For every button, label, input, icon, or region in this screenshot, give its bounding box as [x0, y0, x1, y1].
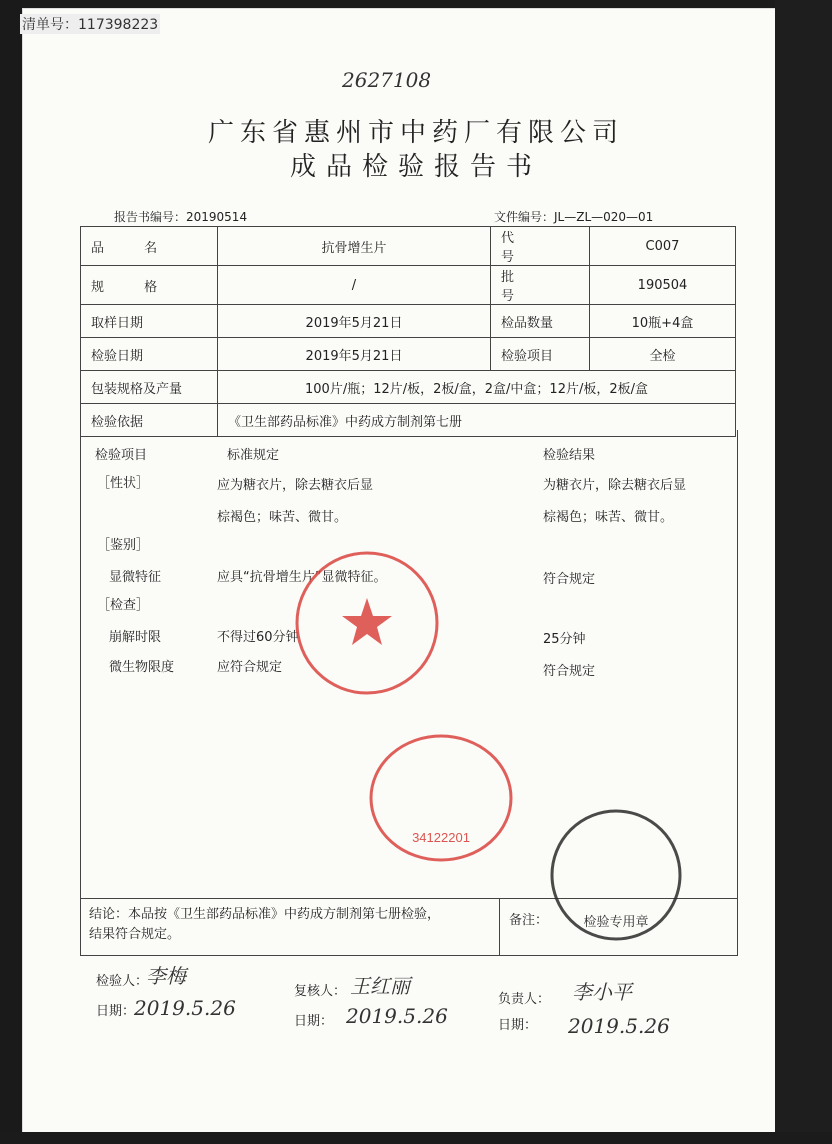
header-test-item: 检验项目	[95, 448, 148, 463]
identification-standard: 应具“抗骨增生片”显微特征。	[217, 570, 387, 585]
handwritten-number: 2627108	[342, 68, 432, 92]
inspector-label: 检验人：	[96, 974, 149, 989]
list-number: 清单号：117398223	[20, 14, 160, 34]
sample-date-value: 2019年5月21日	[218, 305, 491, 338]
inspector-signature: 李梅	[146, 964, 186, 988]
document-title: 成品检验报告书	[289, 152, 542, 182]
properties-standard-line2: 棕褐色；味苦、微甘。	[217, 510, 348, 525]
divider	[499, 899, 500, 955]
pack-value: 100片/瓶；12片/板，2板/盒，2盒/中盒；12片/板，2板/盒	[218, 371, 736, 404]
code-label: 代 号	[491, 227, 590, 266]
product-value: 抗骨增生片	[218, 227, 491, 266]
sample-date-label: 取样日期	[81, 305, 218, 338]
properties-result-line2: 棕褐色；味苦、微甘。	[543, 510, 674, 525]
conclusion-line2: 结果符合规定。	[89, 927, 181, 942]
pack-label: 包装规格及产量	[81, 371, 218, 404]
batch-label: 批 号	[491, 266, 590, 305]
reviewer-date-label: 日期：	[294, 1014, 334, 1029]
reviewer-label: 复核人：	[294, 984, 347, 999]
manager-label: 负责人：	[498, 992, 551, 1007]
table-row	[81, 227, 736, 266]
disintegration-standard: 不得过60分钟	[217, 630, 299, 645]
properties-result-line1: 为糖衣片，除去糖衣后显	[543, 478, 687, 493]
basis-label: 检验依据	[81, 404, 218, 437]
properties-standard-line1: 应为糖衣片，除去糖衣后显	[217, 478, 374, 493]
section-check: ［检查］	[97, 598, 150, 613]
section-properties: ［性状］	[97, 476, 150, 491]
qty-label: 检品数量	[491, 305, 590, 338]
microbial-item: 微生物限度	[109, 660, 175, 675]
item-label: 检验项目	[491, 338, 590, 371]
microbial-result: 符合规定	[543, 664, 596, 679]
test-date-value: 2019年5月21日	[218, 338, 491, 371]
company-title: 广东省惠州市中药厂有限公司	[207, 118, 624, 148]
batch-value: 190504	[590, 266, 736, 305]
spec-value: /	[218, 266, 491, 305]
identification-result: 符合规定	[543, 572, 596, 587]
remark-label: 备注：	[509, 913, 549, 928]
black-round-seal	[546, 806, 686, 944]
conclusion	[89, 905, 493, 945]
disintegration-result: 25分钟	[543, 632, 586, 647]
red-round-seal	[292, 548, 442, 698]
scan-border-bottom	[0, 1132, 832, 1144]
manager-date-label: 日期：	[498, 1018, 538, 1033]
table-row	[81, 305, 736, 338]
qty-value: 10瓶+4盒	[590, 305, 736, 338]
table-row	[81, 266, 736, 305]
black-seal-center-text: 检验专用章	[583, 915, 649, 930]
section-identification: ［鉴别］	[97, 538, 150, 553]
table-row	[81, 338, 736, 371]
code-value: C007	[590, 227, 736, 266]
item-value: 全检	[590, 338, 736, 371]
inspector-date-label: 日期：	[96, 1004, 136, 1019]
reviewer-signature: 王红丽	[350, 974, 410, 998]
reviewer-date: 2019.5.26	[346, 1004, 448, 1028]
microbial-standard: 应符合规定	[217, 660, 283, 675]
product-label: 品 名	[81, 227, 218, 266]
disintegration-item: 崩解时限	[109, 630, 162, 645]
basis-value: 《卫生部药品标准》中药成方制剂第七册	[218, 404, 736, 437]
table-row	[81, 371, 736, 404]
inspector-date: 2019.5.26	[134, 996, 236, 1020]
manager-date: 2019.5.26	[568, 1014, 670, 1038]
manager-signature: 李小平	[572, 980, 632, 1004]
conclusion-line1: 结论：本品按《卫生部药品标准》中药成方制剂第七册检验，	[89, 907, 441, 922]
file-number: 文件编号：JL—ZL—020—01	[494, 210, 654, 224]
test-date-label: 检验日期	[81, 338, 218, 371]
red-oval-seal	[366, 730, 516, 866]
identification-item: 显微特征	[109, 570, 162, 585]
red-oval-seal-number: 34122201	[412, 830, 470, 845]
header-standard: 标准规定	[227, 448, 280, 463]
info-table	[80, 226, 736, 437]
spec-label: 规 格	[81, 266, 218, 305]
report-number: 报告书编号：20190514	[114, 210, 248, 224]
header-result: 检验结果	[543, 448, 596, 463]
